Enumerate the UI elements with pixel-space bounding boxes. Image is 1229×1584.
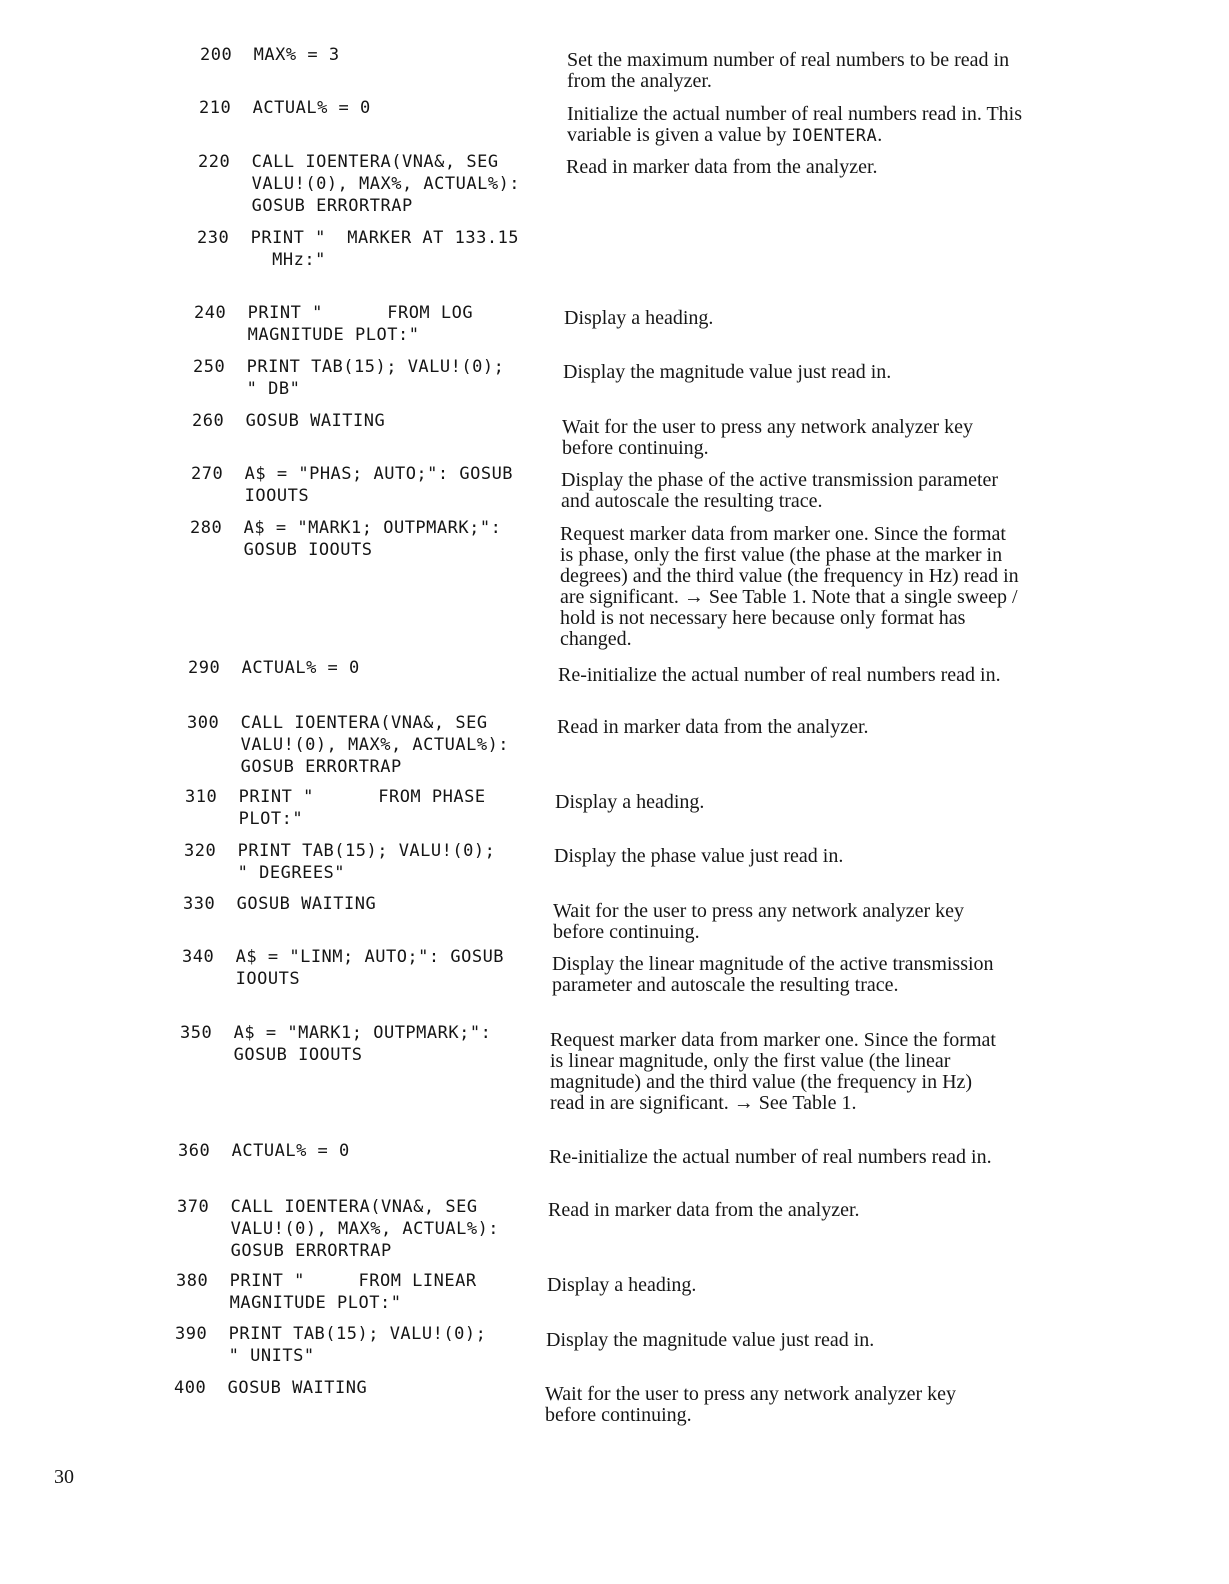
- code-description: Display the phase value just read in.: [554, 845, 844, 867]
- description-code-term: IOENTERA: [791, 126, 878, 146]
- code-line: 320 PRINT TAB(15); VALU!(0); " DEGREES": [184, 841, 496, 883]
- code-line: 250 PRINT TAB(15); VALU!(0); " DB": [193, 357, 505, 399]
- code-line: 400 GOSUB WAITING: [174, 1378, 368, 1398]
- code-description: Re-initialize the actual number of real numbers read in.: [558, 664, 1001, 686]
- code-line: 270 A$ = "PHAS; AUTO;": GOSUB IOOUTS: [191, 464, 514, 506]
- code-line: 300 CALL IOENTERA(VNA&, SEG VALU!(0), MAX%, ACTUAL%): GOSUB ERRORTRAP: [187, 713, 510, 777]
- code-description: Display the magnitude value just read in.: [563, 361, 892, 383]
- code-description: Read in marker data from the analyzer.: [557, 716, 869, 738]
- code-line: 360 ACTUAL% = 0: [178, 1141, 350, 1161]
- code-line: 340 A$ = "LINM; AUTO;": GOSUB IOOUTS: [182, 947, 505, 989]
- code-line: 220 CALL IOENTERA(VNA&, SEG VALU!(0), MAX%, ACTUAL%): GOSUB ERRORTRAP: [198, 152, 521, 216]
- code-line: 380 PRINT " FROM LINEAR MAGNITUDE PLOT:": [176, 1271, 477, 1313]
- code-description: Read in marker data from the analyzer.: [548, 1199, 860, 1221]
- code-description: Wait for the user to press any network analyzer key before continuing.: [545, 1383, 957, 1426]
- code-description: Set the maximum number of real numbers to be read in from the analyzer.: [567, 49, 1010, 92]
- code-description: Display the linear magnitude of the active transmission parameter and autoscale the resulting trace.: [552, 953, 994, 996]
- code-line: 370 CALL IOENTERA(VNA&, SEG VALU!(0), MAX%, ACTUAL%): GOSUB ERRORTRAP: [177, 1197, 500, 1261]
- code-line: 230 PRINT " MARKER AT 133.15 MHz:": [197, 228, 520, 270]
- code-line: 390 PRINT TAB(15); VALU!(0); " UNITS": [175, 1324, 487, 1366]
- code-description: Display a heading.: [555, 791, 705, 813]
- code-description: Request marker data from marker one. Since the format is phase, only the first value (the phase at the marker in degrees) and the third value (the frequency in Hz) read in are significant. → See Table 1. Note that a single sweep / hold is not necessary here because only format has changed.: [560, 523, 1019, 650]
- code-description: Display a heading.: [547, 1274, 697, 1296]
- code-description: Wait for the user to press any network analyzer key before continuing.: [553, 900, 965, 943]
- description-text-end: .: [877, 124, 883, 146]
- code-line: 310 PRINT " FROM PHASE PLOT:": [185, 787, 486, 829]
- code-line: 260 GOSUB WAITING: [192, 411, 386, 431]
- code-line: 350 A$ = "MARK1; OUTPMARK;": GOSUB IOOUTS: [180, 1023, 492, 1065]
- page-number: 30: [54, 1466, 74, 1488]
- code-description: Read in marker data from the analyzer.: [566, 156, 878, 178]
- code-description: Display a heading.: [564, 307, 714, 329]
- code-description: Display the phase of the active transmission parameter and autoscale the resulting trace.: [561, 469, 999, 512]
- code-description: Display the magnitude value just read in.: [546, 1329, 875, 1351]
- code-line: 240 PRINT " FROM LOG MAGNITUDE PLOT:": [194, 303, 474, 345]
- code-description: Request marker data from marker one. Since the format is linear magnitude, only the first value (the linear magnitude) and the third value (the frequency in Hz) read in are significant. → See Table 1.: [550, 1029, 996, 1114]
- code-description: Wait for the user to press any network analyzer key before continuing.: [562, 416, 974, 459]
- description-text: Initialize the actual number of real numbers read in. This variable is given a value by: [567, 103, 1023, 146]
- code-line: 280 A$ = "MARK1; OUTPMARK;": GOSUB IOOUTS: [190, 518, 502, 560]
- code-line: 290 ACTUAL% = 0: [188, 658, 360, 678]
- code-line: 330 GOSUB WAITING: [183, 894, 377, 914]
- code-line: 200 MAX% = 3: [200, 45, 340, 65]
- code-line: 210 ACTUAL% = 0: [199, 98, 371, 118]
- code-description: [567, 104, 1027, 147]
- code-description: Re-initialize the actual number of real numbers read in.: [549, 1146, 992, 1168]
